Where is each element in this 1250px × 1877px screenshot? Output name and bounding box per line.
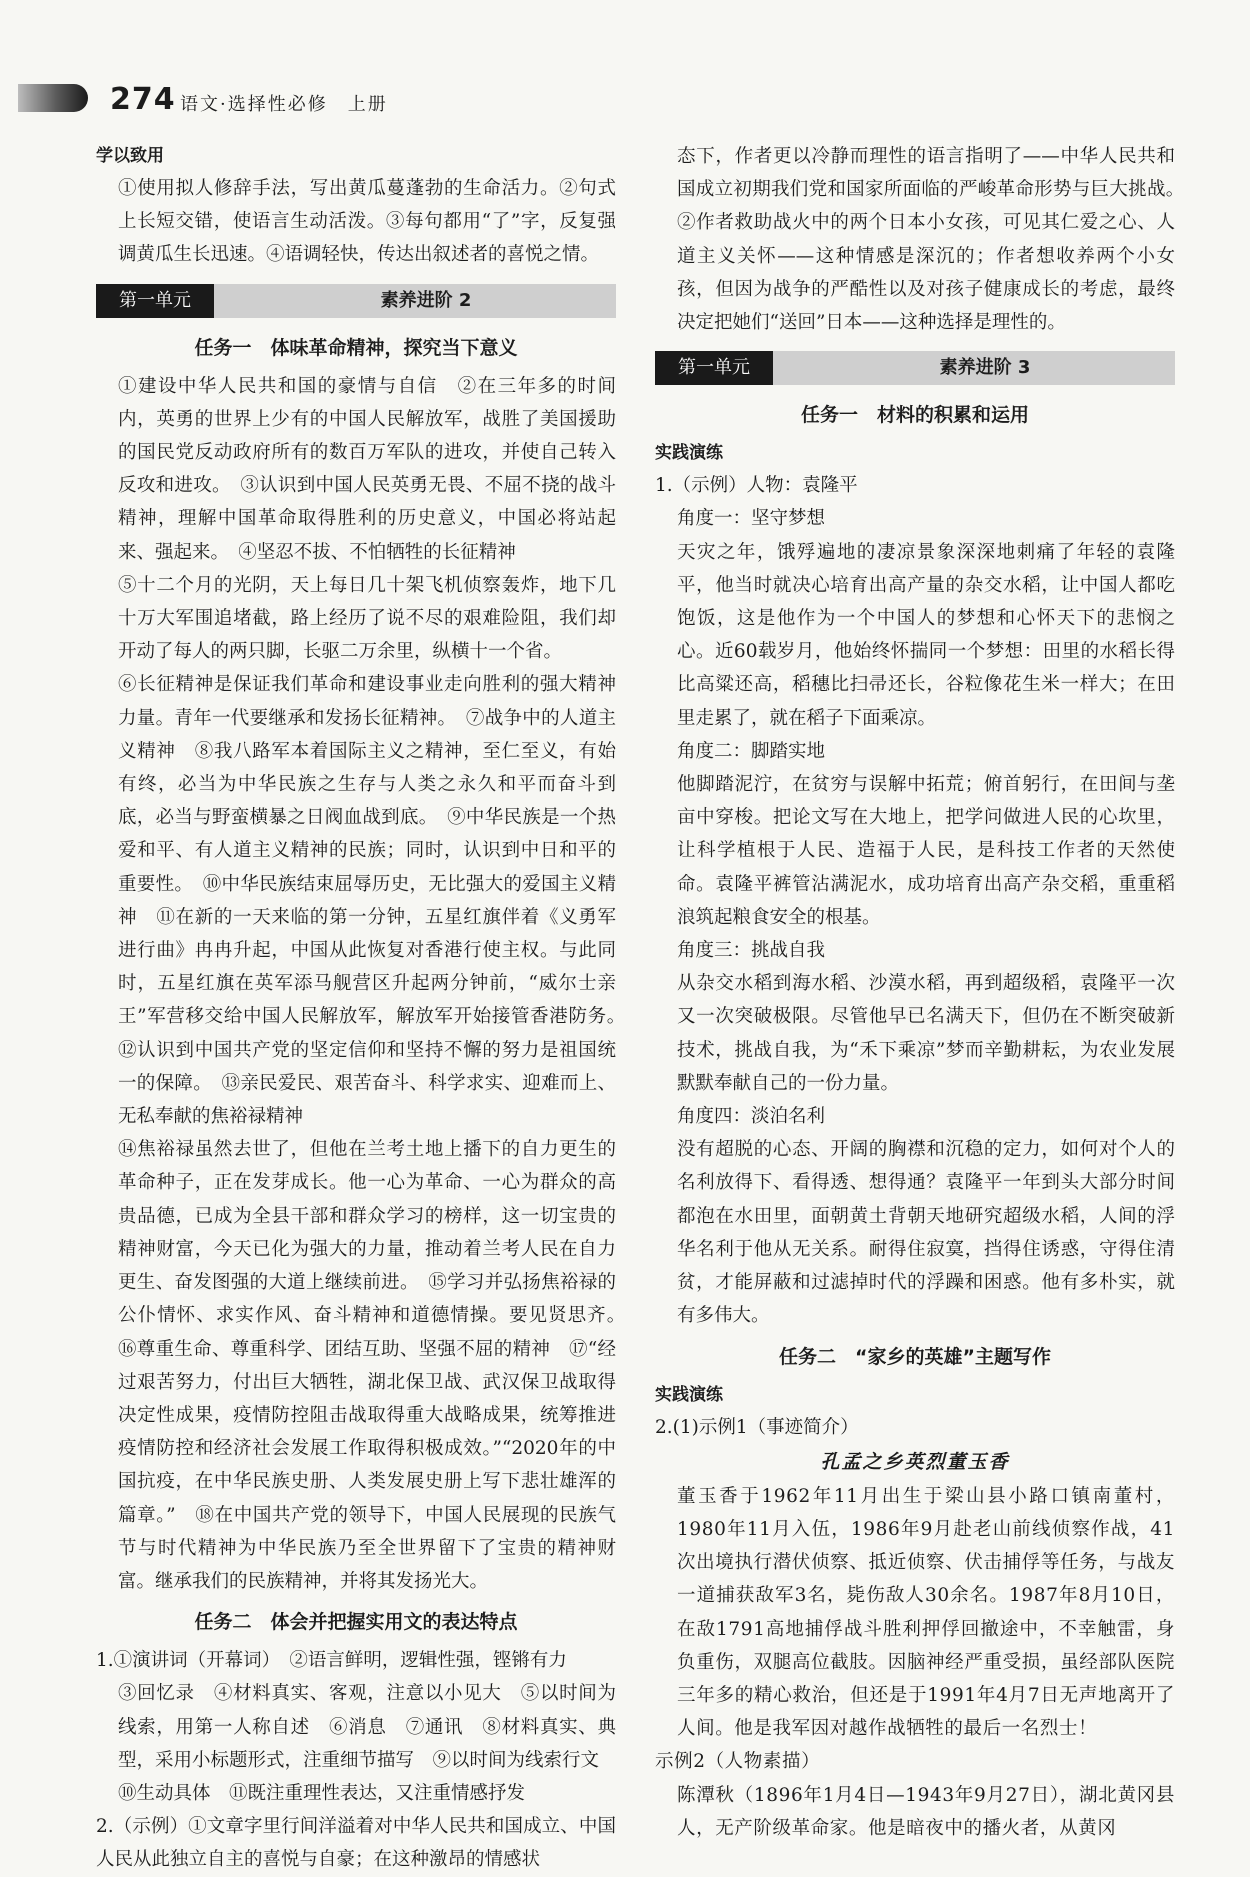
answer-paragraph: ①建设中华人民共和国的豪情与自信 ②在三年多的时间内，英勇的世界上少有的中国人民解放军，战胜了美国援助的国民党反动政府所有的数百万军队的进攻，并使自己转入反攻和进攻。 ③认识到中国人民英勇无畏、不屈不挠的战斗精神，理解中国革命取得胜利的历史意义，中国必将站起来、强起来。 ④坚忍不拔、不怕牺牲的长征精神 <box>118 375 616 563</box>
unit-label: 第一单元 <box>655 351 773 385</box>
practice-heading: 实践演练 <box>655 443 723 464</box>
task-title: 任务一 材料的积累和运用 <box>800 404 1029 427</box>
angle-title: 角度二：脚踏实地 <box>677 740 826 762</box>
unit-title: 素养进阶 2 <box>380 289 472 311</box>
example-label: 2.(1)示例1（事迹简介） <box>655 1416 859 1438</box>
practice-heading: 实践演练 <box>655 1384 723 1405</box>
task-title: 任务二 “家乡的英雄”主题写作 <box>779 1345 1051 1368</box>
task-title: 任务二 体会并把握实用文的表达特点 <box>194 1611 518 1634</box>
example-label: 示例2（人物素描） <box>655 1751 821 1773</box>
angle-text: 没有超脱的心态、开阔的胸襟和沉稳的定力，如何对个人的名利放得下、看得透、想得通？袁隆平一年到头大部分时间都泡在水田里，面朝黄土背朝天地研究超级水稻，人间的浮华名利于他从无关系。耐得住寂寞，挡得住诱惑，守得住清贫，才能屏蔽和过滤掉时代的浮躁和困惑。他有多朴实，就有多伟大。 <box>677 1139 1175 1327</box>
angle-text: 从杂交水稻到海水稻、沙漠水稻，再到超级稻，袁隆平一次又一次突破极限。尽管他早已名满天下，但仍在不断突破新技术，挑战自我，为“禾下乘凉”梦而辛勤耕耘，为农业发展默默奉献自己的一份力量。 <box>677 973 1175 1094</box>
unit-title: 素养进阶 3 <box>939 357 1031 379</box>
answer-paragraph: ⑥长征精神是保证我们革命和建设事业走向胜利的强大精神力量。青年一代要继承和发扬长征精神。 ⑦战争中的人道主义精神 ⑧我八路军本着国际主义之精神，至仁至义，有始有终，必当为中华民族之生存与人类之永久和平而奋斗到底，必当与野蛮横暴之日阀血战到底。 ⑨中华民族是一个热爱和平、有人道主义精神的民族；同时，认识到中日和平的重要性。 ⑩中华民族结束屈辱历史，无比强大的爱国主义精神 ⑪在新的一天来临的第一分钟，五星红旗伴着《义勇军进行曲》冉冉升起，中国从此恢复对香港行使主权。与此同时，五星红旗在英军添马舰营区升起两分钟前，“威尔士亲王”军营移交给中国人民解放军，解放军开始接管香港防务。 ⑫认识到中国共产党的坚定信仰和坚持不懈的努力是祖国统一的保障。 ⑬亲民爱民、艰苦奋斗、科学求实、迎难而上、无私奉献的焦裕禄精神 <box>118 674 635 1128</box>
angle-text: 天灾之年，饿殍遍地的凄凉景象深深地刺痛了年轻的袁隆平，他当时就决心培育出高产量的杂交水稻，让中国人都吃饱饭，这是他作为一个中国人的梦想和心怀天下的悲悯之心。近60载岁月，他始终怀揣同一个梦想：田里的水稻长得比高粱还高，稻穗比扫帚还长，谷粒像花生米一样大；在田里走累了，就在稻子下面乘凉。 <box>677 541 1175 729</box>
angle-title: 角度三：挑战自我 <box>677 940 826 962</box>
unit-bar-advance-3 <box>655 351 1175 385</box>
essay-body <box>655 1480 1175 1845</box>
header-decoration-bar <box>18 84 88 112</box>
apply-paragraph: ①使用拟人修辞手法，写出黄瓜蔓蓬勃的生命活力。②句式上长短交错，使语言生动活泼。③每句都用“了”字，反复强调黄瓜生长迅速。④语调轻快，传达出叙述者的喜悦之情。 <box>118 178 616 266</box>
answer-item: ⑩生动具体 ⑪既注重理性表达，又注重情感抒发 <box>118 1782 526 1804</box>
right-column <box>655 140 1194 1845</box>
answer-paragraph: ⑭焦裕禄虽然去世了，但他在兰考土地上播下的自力更生的革命种子，正在发芽成长。他一心为革命、一心为群众的高贵品德，已成为全县干部和群众学习的榜样，这一切宝贵的精神财富，今天已化为强大的力量，推动着兰考人民在自力更生、奋发图强的大道上继续前进。 ⑮学习并弘扬焦裕禄的公仆情怀、求实作风、奋斗精神和道德情操。要见贤思齐。 ⑯尊重生命、尊重科学、团结互助、坚强不屈的精神 ⑰“经过艰苦努力，付出巨大牺牲，湖北保卫战、武汉保卫战取得决定性成果，疫情防控阻击战取得重大战略成果，统筹推进疫情防控和经济社会发展工作取得积极成效。”“2020年的中国抗疫，在中华民族史册、人类发展史册上写下悲壮雄浑的篇章。” ⑱在中国共产党的领导下，中国人民展现的民族气节与时代精神为中华民族乃至全世界留下了宝贵的精神财富。继承我们的民族精神，并将其发扬光大。 <box>118 1139 635 1592</box>
example-label: 1.（示例）人物：袁隆平 <box>655 475 858 497</box>
section-heading-apply: 学以致用 <box>96 146 164 166</box>
answer-item: 1.①演讲词（开幕词） ②语言鲜明，逻辑性强，铿锵有力 <box>96 1650 567 1672</box>
angle-title: 角度四：淡泊名利 <box>677 1106 826 1128</box>
task-title: 任务一 体味革命精神，探究当下意义 <box>194 336 518 359</box>
left-column <box>96 140 635 1877</box>
unit-label: 第一单元 <box>96 284 214 318</box>
answer-item: ③回忆录 ④材料真实、客观，注意以小见大 ⑤以时间为线索，用第一人称自述 ⑥消息 ⑦通讯 ⑧材料真实、典型，采用小标题形式，注重细节描写 ⑨以时间为线索行文 <box>118 1683 616 1771</box>
answer-item: 2.（示例）①文章字里行间洋溢着对中华人民共和国成立、中国人民从此独立自主的喜悦与自豪；在这种激昂的情感状 <box>96 1816 616 1871</box>
essay-title: 孔孟之乡英烈董玉香 <box>820 1450 1010 1473</box>
angle-text: 他脚踏泥泞，在贫穷与误解中拓荒；俯首躬行，在田间与垄亩中穿梭。把论文写在大地上，把学问做进人民的心坎里，让科学植根于人民、造福于人民，是科技工作者的天然使命。袁隆平裤管沾满泥水，成功培育出高产杂交稻，重重稻浪筑起粮食安全的根基。 <box>677 774 1175 928</box>
book-title: 语文·选择性必修 上册 <box>180 94 388 115</box>
unit-bar-advance-2 <box>96 284 616 318</box>
essay-paragraph: 董玉香于1962年11月出生于梁山县小路口镇南董村，1980年11月入伍，1986年9月赴老山前线侦察作战，41次出境执行潜伏侦察、抵近侦察、伏击捕俘等任务，与战友一道捕获敌军3名，毙伤敌人30余名。1987年8月10日，在敌1791高地捕俘战斗胜利押俘回撤途中，不幸触雷，身负重伤，双腿高位截肢。因脑神经严重受损，虽经部队医院三年多的精心救治，但还是于1991年4月7日无声地离开了人间。他是我军因对越作战牺牲的最后一名烈士！ <box>677 1485 1175 1740</box>
answer-paragraph: 态下，作者更以冷静而理性的语言指明了——中华人民共和国成立初期我们党和国家所面临的严峻革命形势与巨大挑战。 ②作者救助战火中的两个日本小女孩，可见其仁爱之心、人道主义关怀——这种情感是深沉的；作者想收养两个小女孩，但因为战争的严酷性以及对孩子健康成长的考虑，最终决定把她们“送回”日本——这种选择是理性的。 <box>677 146 1194 334</box>
answer-paragraph: ⑤十二个月的光阴，天上每日几十架飞机侦察轰炸，地下几十万大军围追堵截，路上经历了说不尽的艰难险阻，我们却开动了每人的两只脚，长驱二万余里，纵横十一个省。 <box>118 574 616 663</box>
page-number: 274 <box>110 82 176 117</box>
angle-title: 角度一：坚守梦想 <box>677 508 826 530</box>
essay-paragraph: 陈潭秋（1896年1月4日—1943年9月27日），湖北黄冈县人，无产阶级革命家。他是暗夜中的播火者，从黄冈 <box>677 1784 1175 1839</box>
